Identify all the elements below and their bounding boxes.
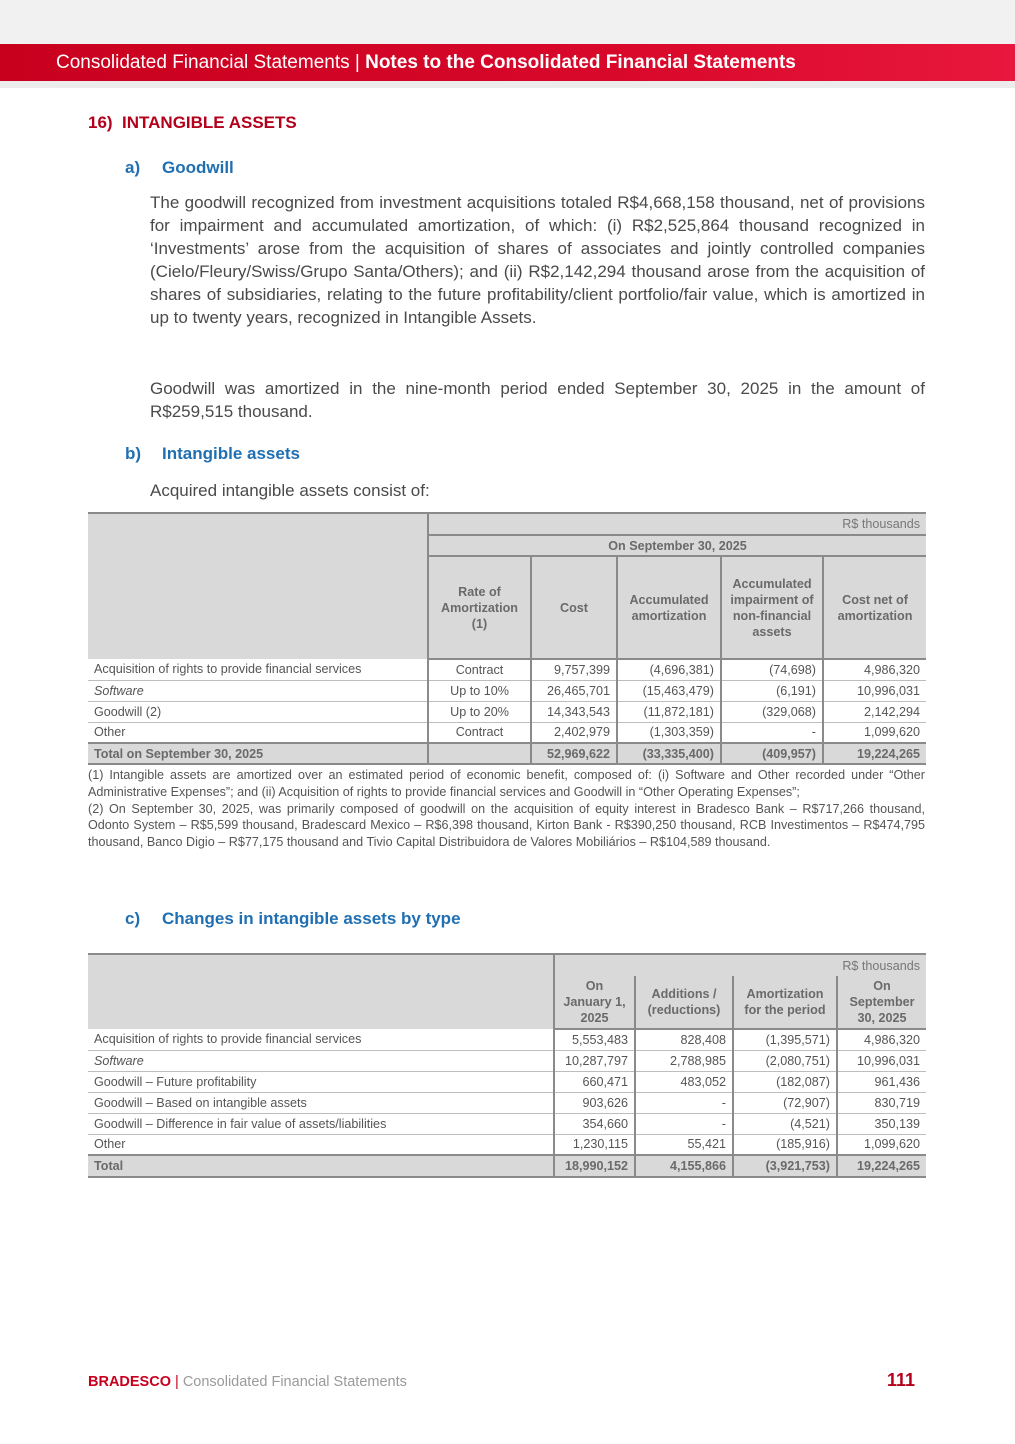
col-header-net: Cost net of amortization bbox=[823, 556, 926, 659]
table-row bbox=[88, 701, 926, 722]
goodwill-title: Goodwill bbox=[162, 158, 234, 177]
table-row bbox=[88, 1113, 926, 1134]
row-impairment: (74,698) bbox=[721, 659, 823, 680]
intangible-label: b) bbox=[125, 444, 142, 463]
changes-heading bbox=[125, 909, 461, 929]
goodwill-label: a) bbox=[125, 158, 141, 177]
row-closing: 961,436 bbox=[837, 1071, 926, 1092]
table-unit: R$ thousands bbox=[554, 954, 926, 976]
row-amortization: (4,696,381) bbox=[617, 659, 721, 680]
footer-brand: BRADESCO bbox=[88, 1374, 171, 1390]
top-margin bbox=[0, 0, 1015, 44]
total-closing: 19,224,265 bbox=[837, 1155, 926, 1177]
footer-text: Consolidated Financial Statements bbox=[182, 1374, 407, 1390]
total-impairment: (409,957) bbox=[721, 743, 823, 764]
banner-separator: | bbox=[349, 52, 366, 73]
row-label: Goodwill – Future profitability bbox=[88, 1071, 554, 1092]
row-closing: 10,996,031 bbox=[837, 1050, 926, 1071]
table-header-blank bbox=[88, 513, 428, 659]
row-opening: 660,471 bbox=[554, 1071, 635, 1092]
row-cost: 9,757,399 bbox=[531, 659, 617, 680]
row-additions: 55,421 bbox=[635, 1134, 733, 1155]
row-amortization: (11,872,181) bbox=[617, 701, 721, 722]
table-row bbox=[88, 1029, 926, 1050]
total-net: 19,224,265 bbox=[823, 743, 926, 764]
intangible-assets-table bbox=[88, 512, 926, 765]
row-closing: 350,139 bbox=[837, 1113, 926, 1134]
row-amortization: (1,303,359) bbox=[617, 722, 721, 743]
row-net: 4,986,320 bbox=[823, 659, 926, 680]
row-additions: - bbox=[635, 1092, 733, 1113]
intangible-title: Intangible assets bbox=[162, 444, 300, 463]
row-opening: 10,287,797 bbox=[554, 1050, 635, 1071]
goodwill-paragraph-1: The goodwill recognized from investment acquisitions totaled R$4,668,158 thousand, net of provisions for impairment and accumulated amortization, of which: (i) R$2,525,864 thousand recognized in ‘Investments’ arose from the acquisition of shares of associates and jointly controlled companies (Cielo/Fleury/Swiss/Grupo Santa/Others); and (ii) R$2,142,294 thousand arose from the acquisition of shares of subsidiaries, relating to the future profitability/client portfolio/fair value, which is amortized in up to twenty years, recognized in Intangible Assets. bbox=[150, 193, 925, 327]
row-cost: 14,343,543 bbox=[531, 701, 617, 722]
table-period: On September 30, 2025 bbox=[428, 535, 926, 556]
goodwill-paragraph-2: Goodwill was amortized in the nine-month period ended September 30, 2025 in the amount of R$259,515 thousand. bbox=[150, 379, 925, 421]
row-label: Software bbox=[88, 680, 428, 701]
row-label: Goodwill – Based on intangible assets bbox=[88, 1092, 554, 1113]
table-row bbox=[88, 1071, 926, 1092]
banner-section: Consolidated Financial Statements bbox=[56, 52, 350, 73]
col-header-opening: On January 1, 2025 bbox=[554, 976, 635, 1029]
total-label: Total on September 30, 2025 bbox=[88, 743, 428, 764]
row-rate: Up to 10% bbox=[428, 680, 531, 701]
note-title: 16) INTANGIBLE ASSETS bbox=[88, 113, 297, 132]
row-impairment: (6,191) bbox=[721, 680, 823, 701]
intangible-intro: Acquired intangible assets consist of: bbox=[150, 481, 430, 500]
col-header-cost: Cost bbox=[531, 556, 617, 659]
row-closing: 4,986,320 bbox=[837, 1029, 926, 1050]
row-label: Goodwill (2) bbox=[88, 701, 428, 722]
section-banner bbox=[0, 44, 1015, 81]
row-opening: 903,626 bbox=[554, 1092, 635, 1113]
total-amortization: (33,335,400) bbox=[617, 743, 721, 764]
row-closing: 1,099,620 bbox=[837, 1134, 926, 1155]
table-row bbox=[88, 1134, 926, 1155]
row-cost: 2,402,979 bbox=[531, 722, 617, 743]
total-label: Total bbox=[88, 1155, 554, 1177]
row-rate: Contract bbox=[428, 722, 531, 743]
table-footnotes bbox=[88, 767, 925, 851]
footnote-1: (1) Intangible assets are amortized over an estimated period of economic benefit, composed of: (i) Software and Other recorded under “Other Administrative Expenses”; and (ii) Acquisition of rights to provide financial services and Goodwill in “Other Operating Expenses”; bbox=[88, 768, 925, 799]
row-label: Other bbox=[88, 722, 428, 743]
row-amortization: (4,521) bbox=[733, 1113, 837, 1134]
table-row bbox=[88, 1050, 926, 1071]
row-opening: 5,553,483 bbox=[554, 1029, 635, 1050]
changes-label: c) bbox=[125, 909, 141, 928]
intangible-heading bbox=[125, 444, 300, 464]
table-total-row bbox=[88, 1155, 926, 1177]
row-rate: Up to 20% bbox=[428, 701, 531, 722]
row-label: Other bbox=[88, 1134, 554, 1155]
row-additions: 828,408 bbox=[635, 1029, 733, 1050]
table-row bbox=[88, 1092, 926, 1113]
row-closing: 830,719 bbox=[837, 1092, 926, 1113]
table-unit: R$ thousands bbox=[428, 513, 926, 535]
col-header-impairment: Accumulated impairment of non-financial assets bbox=[721, 556, 823, 659]
total-additions: 4,155,866 bbox=[635, 1155, 733, 1177]
row-net: 2,142,294 bbox=[823, 701, 926, 722]
row-impairment: (329,068) bbox=[721, 701, 823, 722]
row-opening: 1,230,115 bbox=[554, 1134, 635, 1155]
row-net: 10,996,031 bbox=[823, 680, 926, 701]
total-cost: 52,969,622 bbox=[531, 743, 617, 764]
changes-table bbox=[88, 953, 926, 1178]
row-amortization: (72,907) bbox=[733, 1092, 837, 1113]
goodwill-heading bbox=[125, 158, 234, 178]
row-label: Goodwill – Difference in fair value of assets/liabilities bbox=[88, 1113, 554, 1134]
row-additions: 483,052 bbox=[635, 1071, 733, 1092]
footer-separator: | bbox=[170, 1374, 183, 1390]
table-total-row bbox=[88, 743, 926, 764]
row-net: 1,099,620 bbox=[823, 722, 926, 743]
row-amortization: (15,463,479) bbox=[617, 680, 721, 701]
banner-shadow bbox=[0, 81, 1015, 88]
row-amortization: (1,395,571) bbox=[733, 1029, 837, 1050]
row-label: Acquisition of rights to provide financial services bbox=[88, 659, 428, 680]
table-row bbox=[88, 680, 926, 701]
changes-title: Changes in intangible assets by type bbox=[162, 909, 461, 928]
row-label: Acquisition of rights to provide financial services bbox=[88, 1029, 554, 1050]
row-cost: 26,465,701 bbox=[531, 680, 617, 701]
col-header-amortization: Amortization for the period bbox=[733, 976, 837, 1029]
row-label: Software bbox=[88, 1050, 554, 1071]
col-header-closing: On September 30, 2025 bbox=[837, 976, 926, 1029]
row-amortization: (2,080,751) bbox=[733, 1050, 837, 1071]
row-amortization: (185,916) bbox=[733, 1134, 837, 1155]
col-header-accumulated-amortization: Accumulated amortization bbox=[617, 556, 721, 659]
footer bbox=[88, 1374, 407, 1390]
table-header-blank bbox=[88, 954, 554, 1029]
page-number: 111 bbox=[887, 1370, 916, 1390]
total-opening: 18,990,152 bbox=[554, 1155, 635, 1177]
row-additions: 2,788,985 bbox=[635, 1050, 733, 1071]
total-amortization: (3,921,753) bbox=[733, 1155, 837, 1177]
row-amortization: (182,087) bbox=[733, 1071, 837, 1092]
table-row bbox=[88, 659, 926, 680]
table-row bbox=[88, 722, 926, 743]
banner-subsection: Notes to the Consolidated Financial Statements bbox=[365, 52, 796, 73]
footnote-2: (2) On September 30, 2025, was primarily composed of goodwill on the acquisition of equity interest in Bradesco Bank – R$717,266 thousand, Odonto System – R$5,599 thousand, Bradescard Mexico – R$6,398 thousand, Kirton Bank - R$390,250 thousand, RCB Investimentos – R$474,795 thousand, Banco Digio – R$77,175 thousand and Tivio Capital Distribuidora de Valores Mobiliários – R$104,589 thousand. bbox=[88, 801, 925, 850]
row-additions: - bbox=[635, 1113, 733, 1134]
row-rate: Contract bbox=[428, 659, 531, 680]
col-header-additions: Additions / (reductions) bbox=[635, 976, 733, 1029]
total-rate bbox=[428, 743, 531, 764]
row-impairment: - bbox=[721, 722, 823, 743]
row-opening: 354,660 bbox=[554, 1113, 635, 1134]
col-header-rate: Rate of Amortization (1) bbox=[428, 556, 531, 659]
